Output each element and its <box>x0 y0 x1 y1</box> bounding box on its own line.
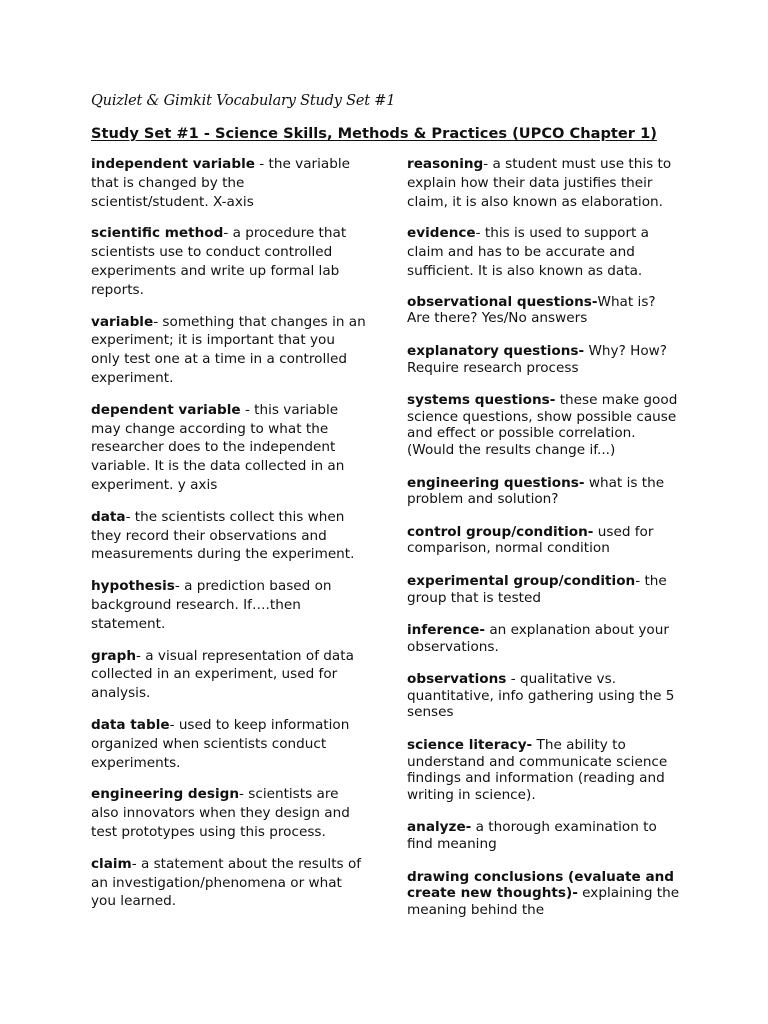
vocab-entry-hypothesis <box>91 577 366 633</box>
vocab-term: variable <box>91 313 154 330</box>
vocab-entry-control-group <box>407 524 682 557</box>
vocab-term: independent variable <box>91 156 255 172</box>
vocab-definition: - something that changes in an experiment; it is important that you only test one at a time in a controlled experiment. <box>91 313 366 386</box>
vocab-entry-drawing-conclusions <box>407 869 682 919</box>
vocab-entry-explanatory-questions <box>407 343 682 376</box>
vocab-definition: - a student must use this to explain how their data justifies their claim, it is also known as elaboration. <box>407 156 672 210</box>
vocab-definition: The ability to understand and communicate science findings and information (reading and writing in science). <box>407 737 668 803</box>
vocab-entry-data <box>91 508 366 564</box>
vocab-definition: what is the problem and solution? <box>407 474 665 508</box>
vocab-term: drawing conclusions (evaluate and create new thoughts)- <box>407 868 675 902</box>
vocab-definition: - a prediction based on background research. If….then statement. <box>91 578 332 632</box>
document-heading: Quizlet & Gimkit Vocabulary Study Set #1 <box>91 93 396 109</box>
vocab-term: engineering design <box>91 786 240 803</box>
vocab-definition: an explanation about your observations. <box>407 622 669 655</box>
vocab-entry-graph <box>91 647 366 703</box>
vocab-entry-observational-questions <box>407 294 682 327</box>
vocab-term: observational questions- <box>407 293 598 310</box>
vocab-definition: - this variable may change according to what the researcher does to the independent variable. It is the data collected in an experiment. y axis <box>91 401 345 493</box>
vocab-definition: - the scientists collect this when they record their observations and measurements during the experiment. <box>91 508 355 563</box>
vocab-term: claim <box>91 855 132 872</box>
vocab-entry-claim <box>91 855 366 911</box>
vocab-definition: a thorough examination to find meaning <box>407 819 657 853</box>
vocab-definition: - qualitative vs. quantitative, info gathering using the 5 senses <box>407 671 675 721</box>
vocab-term: graph <box>91 647 137 664</box>
vocab-term: scientific method <box>91 225 224 242</box>
vocab-entry-observations <box>407 671 682 721</box>
vocab-entry-dependent-variable <box>91 401 366 495</box>
vocab-definition: - used to keep information organized when scientists conduct experiments. <box>91 716 350 771</box>
vocab-entry-analyze <box>407 819 682 852</box>
vocab-entry-scientific-method <box>91 224 366 299</box>
vocab-entry-systems-questions <box>407 392 682 458</box>
vocab-entry-data-table <box>91 716 366 772</box>
vocab-term: explanatory questions- <box>407 342 585 359</box>
vocab-definition: - a statement about the results of an investigation/phenomena or what you learned. <box>91 855 362 910</box>
vocab-term: science literacy- <box>407 737 533 754</box>
vocab-term: engineering questions- <box>407 474 585 491</box>
vocab-definition: - the group that is tested <box>407 572 667 606</box>
vocab-entry-science-literacy <box>407 737 682 803</box>
vocab-entry-engineering-questions <box>407 475 682 508</box>
vocab-definition: What is? Are there? Yes/No answers <box>407 293 656 327</box>
vocab-term: data table <box>91 716 170 733</box>
vocab-definition: - a procedure that scientists use to conduct controlled experiments and write up formal lab reports. <box>91 225 347 298</box>
vocab-term: analyze- <box>407 819 472 836</box>
vocab-term: control group/condition- <box>407 523 594 540</box>
study-set-title: Study Set #1 - Science Skills, Methods & Practices (UPCO Chapter 1) <box>91 125 657 142</box>
vocab-entry-experimental-group <box>407 573 682 606</box>
vocab-term: hypothesis <box>91 578 175 595</box>
vocab-entry-reasoning <box>407 155 682 211</box>
vocab-entry-engineering-design <box>91 785 366 841</box>
vocab-definition: used for comparison, normal condition <box>407 523 654 557</box>
vocab-definition: these make good science questions, show possible cause and effect or possible correlation. (Would the results change if...) <box>407 392 678 458</box>
vocab-term: reasoning <box>407 156 484 172</box>
vocab-entry-inference <box>407 622 682 655</box>
vocab-definition: - this is used to support a claim and has to be accurate and sufficient. It is also known as data. <box>407 225 650 279</box>
vocab-term: evidence <box>407 225 476 242</box>
vocab-definition: explaining the meaning behind the <box>407 885 680 918</box>
vocab-entry-independent-variable <box>91 155 366 211</box>
vocab-term: dependent variable <box>91 401 241 418</box>
vocab-term: inference- <box>407 622 485 639</box>
vocab-definition: - the variable that is changed by the scientist/student. X-axis <box>91 156 350 210</box>
right-column <box>407 155 682 934</box>
vocab-definition: - scientists are also innovators when they design and test prototypes using this process. <box>91 786 350 840</box>
vocab-entry-evidence <box>407 224 682 280</box>
vocab-definition: Why? How? Require research process <box>407 342 668 376</box>
vocab-definition: - a visual representation of data collected in an experiment, used for analysis. <box>91 647 354 702</box>
vocab-term: experimental group/condition <box>407 572 636 589</box>
vocab-term: observations <box>407 671 507 688</box>
left-column <box>91 155 366 924</box>
vocab-term: data <box>91 508 126 525</box>
vocab-entry-variable <box>91 313 366 388</box>
vocab-term: systems questions- <box>407 392 556 409</box>
